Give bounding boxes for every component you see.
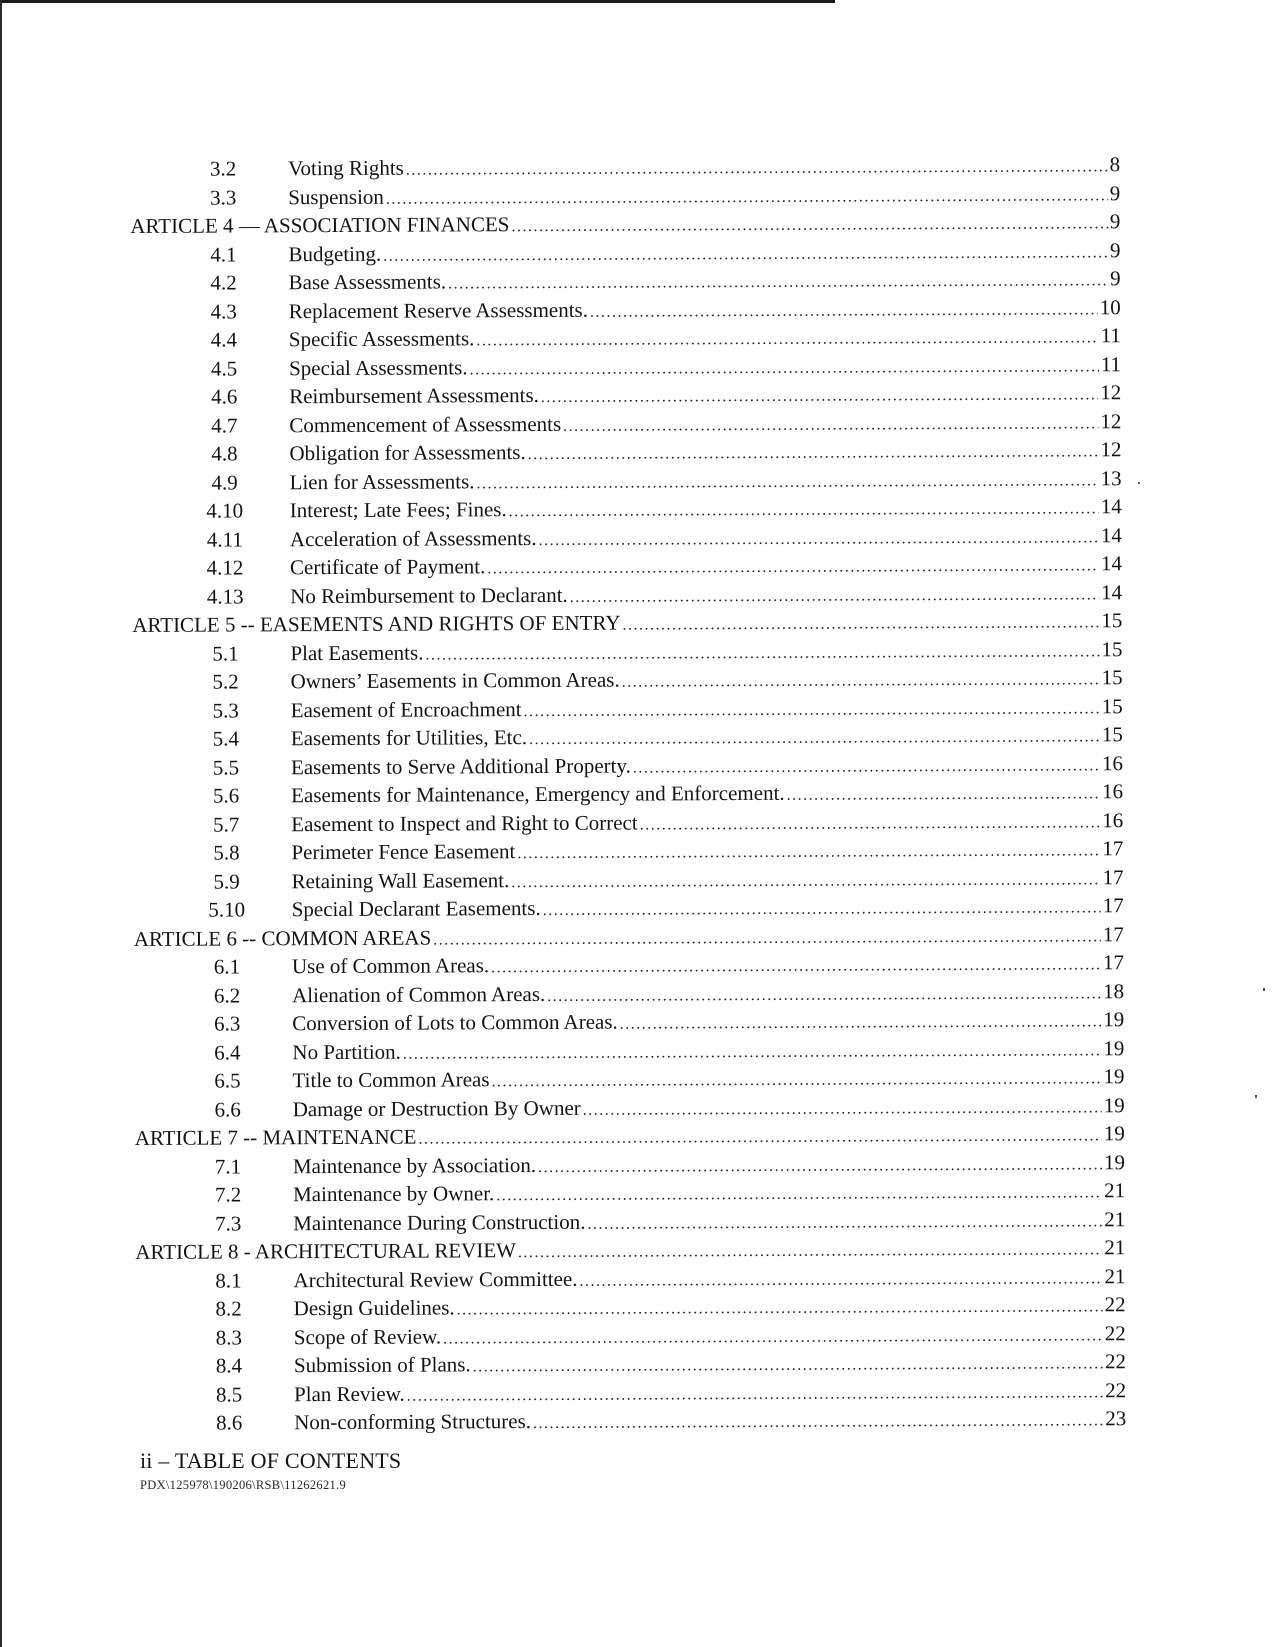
section-title: Obligation for Assessments.: [289, 440, 526, 466]
page-number: 16: [1102, 807, 1124, 832]
page-number: 17: [1102, 836, 1124, 861]
page-number: 21: [1104, 1206, 1126, 1231]
section-number: 6.4: [214, 1039, 241, 1065]
section-title: Plan Review.: [293, 1381, 405, 1406]
section-number: 7.2: [214, 1182, 242, 1207]
page-footer-title: ii – TABLE OF CONTENTS: [140, 1448, 402, 1473]
page-number: 12: [1100, 380, 1122, 405]
page-number: 15: [1101, 693, 1123, 718]
section-title: Title to Common Areas: [292, 1067, 490, 1093]
section-number: 5.8: [213, 840, 240, 865]
section-number: 8.3: [215, 1324, 242, 1350]
section-number: 4.13: [206, 583, 244, 609]
section-number: 4.6: [210, 384, 238, 409]
section-number: 4.1: [210, 241, 237, 267]
page-number: 15: [1101, 665, 1123, 690]
page-number: 15: [1101, 608, 1123, 633]
section-title: Reimbursement Assessments.: [289, 382, 539, 409]
section-number: 6.5: [214, 1068, 241, 1093]
page-number: 19: [1103, 1149, 1125, 1174]
section-number: 4.3: [210, 298, 237, 324]
section-title: Easements for Utilities, Etc.: [290, 725, 528, 751]
page-number: 21: [1104, 1178, 1126, 1203]
section-number: 5.5: [212, 754, 240, 780]
section-number: 8.4: [215, 1353, 243, 1378]
section-title: Owners’ Easements in Common Areas.: [290, 667, 620, 694]
toc-section-row: [134, 1404, 1126, 1437]
page-number: 16: [1101, 750, 1124, 775]
page-number: 8: [1109, 152, 1121, 177]
page-number: 17: [1102, 950, 1125, 975]
section-number: 8.2: [215, 1296, 242, 1321]
section-title: Architectural Review Committee.: [293, 1266, 578, 1292]
section-number: 5.10: [208, 897, 246, 922]
page-number: 15: [1101, 722, 1123, 747]
section-number: 4.12: [206, 555, 244, 580]
section-title: Budgeting.: [288, 241, 382, 266]
section-title: Submission of Plans.: [293, 1352, 471, 1378]
section-title: Use of Common Areas.: [291, 953, 490, 979]
article-title: ARTICLE 6 -- COMMON AREAS: [133, 925, 432, 951]
page-number: 14: [1100, 551, 1123, 576]
page-number: 11: [1100, 351, 1122, 376]
section-title: Specific Assessments.: [288, 326, 475, 352]
page-number: 19: [1103, 1035, 1125, 1060]
section-title: Maintenance by Association.: [292, 1152, 537, 1178]
section-number: 4.2: [210, 270, 237, 295]
page-number: 23: [1105, 1406, 1127, 1431]
section-number: 4.9: [211, 469, 238, 495]
page-number: 15: [1101, 636, 1123, 661]
page-number: 22: [1104, 1377, 1127, 1402]
page-number: 14: [1101, 579, 1123, 604]
section-title: Lien for Assessments.: [289, 468, 475, 494]
toc-entry: [294, 1404, 1126, 1440]
section-number: 4.8: [211, 441, 238, 466]
page-number: 19: [1103, 1007, 1125, 1032]
article-title: ARTICLE 8 - ARCHITECTURAL REVIEW: [135, 1238, 517, 1264]
section-number: 4.5: [210, 355, 238, 381]
section-title: Maintenance by Owner.: [293, 1181, 495, 1207]
section-number: 8.6: [216, 1410, 243, 1435]
section-title: Easement of Encroachment: [290, 696, 522, 722]
section-number: 5.4: [212, 726, 240, 751]
section-title: Acceleration of Assessments.: [289, 525, 537, 551]
page-number: 19: [1103, 1092, 1125, 1117]
page-number: 21: [1104, 1235, 1126, 1260]
article-title: ARTICLE 5 -- EASEMENTS AND RIGHTS OF ENTRY: [132, 610, 621, 637]
section-title: Conversion of Lots to Common Areas.: [292, 1009, 618, 1036]
section-number: 7.3: [215, 1210, 242, 1236]
section-number: 4.10: [206, 498, 244, 523]
scan-speck: [1138, 482, 1140, 484]
section-number: 6.1: [213, 954, 241, 979]
page-number: 22: [1104, 1349, 1126, 1374]
page-number: 9: [1109, 180, 1121, 205]
page-number: 22: [1104, 1320, 1126, 1345]
page-number: 17: [1102, 893, 1124, 918]
section-title: Voting Rights: [288, 155, 404, 181]
section-title: Scope of Review.: [293, 1323, 442, 1349]
section-number: 8.5: [215, 1381, 243, 1407]
section-number: 5.6: [212, 783, 240, 808]
section-number: 7.1: [214, 1153, 242, 1179]
section-title: Commencement of Assessments: [289, 411, 562, 437]
section-number: 5.7: [213, 811, 240, 837]
dot-leader: [533, 1407, 1103, 1438]
section-title: Special Declarant Easements.: [291, 895, 541, 922]
section-title: Plat Easements.: [290, 640, 424, 665]
article-title: ARTICLE 7 -- MAINTENANCE: [134, 1124, 417, 1150]
section-title: Retaining Wall Easement.: [291, 867, 510, 893]
page-number: 19: [1103, 1121, 1125, 1146]
section-title: No Reimbursement to Declarant.: [290, 582, 568, 608]
section-title: Design Guidelines.: [293, 1295, 455, 1321]
section-title: Non-conforming Structures.: [294, 1409, 532, 1435]
section-title: Alienation of Common Areas.: [292, 981, 546, 1007]
section-number: 5.9: [213, 868, 240, 894]
section-title: Base Assessments.: [288, 269, 447, 295]
section-title: Easements to Serve Additional Property.: [290, 753, 631, 779]
section-number: 5.3: [212, 697, 239, 723]
section-number: 5.2: [212, 669, 239, 694]
page-number: 18: [1103, 978, 1125, 1003]
document-id: PDX\125978\190206\RSB\11262621.9: [140, 1478, 347, 1492]
scan-edge-left: [0, 0, 2, 1647]
section-title: Certificate of Payment.: [289, 554, 486, 580]
section-title: No Partition.: [292, 1039, 401, 1064]
section-number: 3.3: [210, 184, 237, 210]
page-number: 17: [1102, 864, 1124, 889]
section-number: 6.3: [214, 1011, 241, 1036]
page-number: 9: [1110, 266, 1121, 291]
section-title: Replacement Reserve Assessments.: [288, 297, 589, 323]
page-number: 22: [1104, 1292, 1126, 1317]
section-title: Easement to Inspect and Right to Correct: [291, 810, 638, 836]
page-number: 19: [1103, 1064, 1125, 1089]
page-number: 9: [1109, 209, 1121, 234]
section-number: 5.1: [212, 640, 239, 666]
section-title: Easements for Maintenance, Emergency and Enforcement.: [291, 780, 785, 808]
page-number: 16: [1102, 779, 1124, 804]
page-number: 12: [1100, 437, 1122, 462]
scan-speck: [1255, 1095, 1257, 1098]
page-number: 17: [1102, 921, 1124, 946]
scan-edge-top: [0, 0, 835, 3]
article-title: ARTICLE 4 — ASSOCIATION FINANCES: [130, 212, 510, 238]
section-number: 3.2: [209, 156, 237, 181]
section-title: Interest; Late Fees; Fines.: [289, 497, 507, 523]
section-number: 4.11: [206, 526, 243, 552]
page-number: 14: [1100, 522, 1122, 547]
page-number: 13: [1100, 465, 1122, 490]
page-number: 11: [1100, 323, 1121, 348]
page-number: 21: [1104, 1263, 1126, 1288]
section-number: 4.4: [210, 327, 238, 352]
section-title: Perimeter Fence Easement: [291, 839, 516, 865]
scan-speck: [1263, 988, 1265, 991]
section-number: 6.2: [213, 982, 241, 1008]
section-number: 6.6: [214, 1096, 241, 1122]
page-number: 9: [1109, 237, 1121, 262]
page-number: 12: [1100, 408, 1122, 433]
section-title: Suspension: [288, 184, 384, 209]
section-number: 8.1: [215, 1267, 242, 1293]
table-of-contents: [128, 150, 1126, 1437]
section-title: Maintenance During Construction.: [293, 1209, 586, 1235]
section-title: Damage or Destruction By Owner: [292, 1095, 581, 1121]
section-title: Special Assessments.: [288, 354, 468, 380]
section-number: 4.7: [211, 412, 238, 438]
page-number: 10: [1099, 294, 1121, 319]
page-number: 14: [1100, 494, 1122, 519]
